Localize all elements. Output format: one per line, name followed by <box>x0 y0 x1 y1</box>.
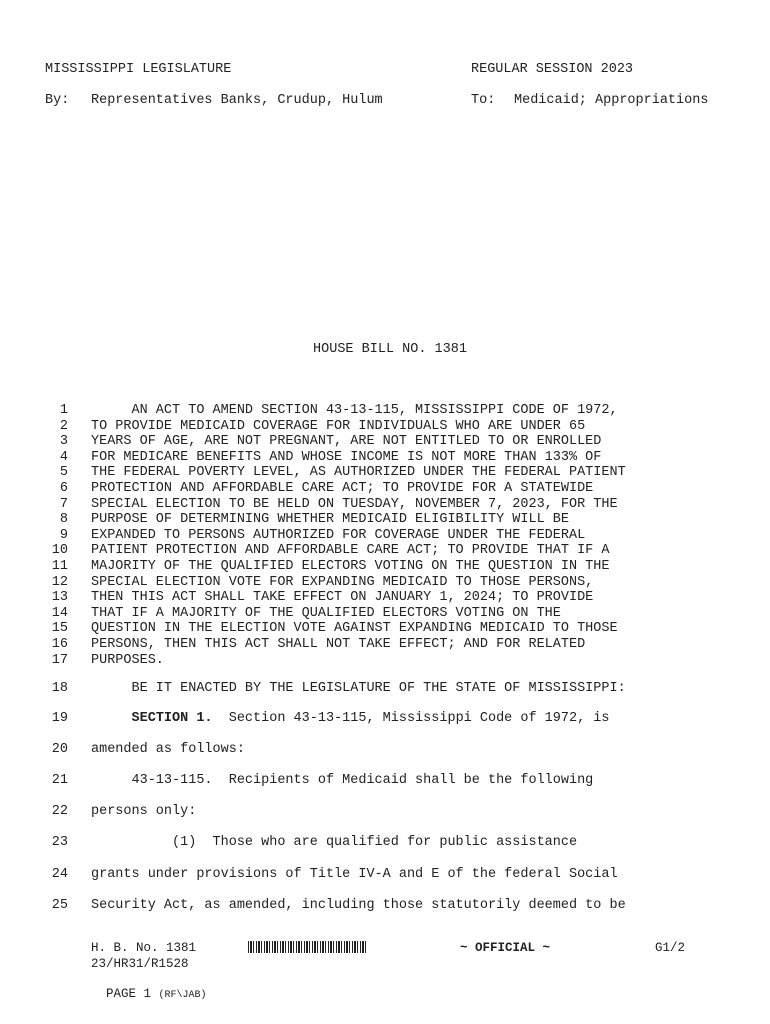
committees: Medicaid; Appropriations <box>514 93 709 108</box>
footer-page <box>91 973 207 1001</box>
indent <box>91 711 132 726</box>
line-text <box>91 710 610 728</box>
line-text: QUESTION IN THE ELECTION VOTE AGAINST EXPANDING MEDICAID TO THOSE <box>91 621 618 637</box>
line-text: EXPANDED TO PERSONS AUTHORIZED FOR COVERAGE UNDER THE FEDERAL <box>91 527 586 543</box>
line-number: 15 <box>51 621 68 637</box>
line-number: 6 <box>59 481 68 496</box>
footer-bill-number: H. B. No. 1381 <box>91 941 197 955</box>
line-text: PROTECTION AND AFFORDABLE CARE ACT; TO PROVIDE FOR A STATEWIDE <box>91 481 594 496</box>
line-text: amended as follows: <box>91 742 245 757</box>
line-number: 7 <box>59 496 68 512</box>
line-number: 5 <box>59 465 68 481</box>
to-label: To: <box>471 93 496 108</box>
line-number: 24 <box>51 867 68 882</box>
session-label: REGULAR SESSION 2023 <box>471 62 634 77</box>
sponsors: Representatives Banks, Crudup, Hulum <box>91 93 383 108</box>
line-number: 12 <box>51 574 68 590</box>
line-number: 17 <box>51 652 68 668</box>
line-number: 19 <box>51 711 68 726</box>
line-text: persons only: <box>91 804 197 819</box>
official-label: ~ OFFICIAL ~ <box>460 941 551 955</box>
line-number: 23 <box>51 835 68 850</box>
line-number: 22 <box>51 804 68 819</box>
line-number: 4 <box>59 449 68 465</box>
line-text: PURPOSES. <box>91 652 164 668</box>
line-text: PATIENT PROTECTION AND AFFORDABLE CARE ACT; TO PROVIDE THAT IF A <box>91 543 610 559</box>
line-text: BE IT ENACTED BY THE LEGISLATURE OF THE STATE OF MISSISSIPPI: <box>91 681 626 696</box>
line-text: AN ACT TO AMEND SECTION 43-13-115, MISSISSIPPI CODE OF 1972, <box>91 403 618 418</box>
line-number: 25 <box>51 898 68 913</box>
footer-reference: 23/HR31/R1528 <box>91 957 189 971</box>
line-text: SPECIAL ELECTION VOTE FOR EXPANDING MEDICAID TO THOSE PERSONS, <box>91 574 594 590</box>
line-number: 16 <box>51 637 68 652</box>
line-number: 11 <box>51 559 68 574</box>
line-text: THAT IF A MAJORITY OF THE QUALIFIED ELECTORS VOTING ON THE <box>91 605 561 621</box>
line-number: 21 <box>51 773 68 788</box>
barcode <box>248 941 366 953</box>
line-text: MAJORITY OF THE QUALIFIED ELECTORS VOTING ON THE QUESTION IN THE <box>91 559 610 574</box>
line-number: 8 <box>59 512 68 528</box>
line-text: SPECIAL ELECTION TO BE HELD ON TUESDAY, NOVEMBER 7, 2023, FOR THE <box>91 496 618 512</box>
line-number: 2 <box>59 418 68 434</box>
legislature-name: MISSISSIPPI LEGISLATURE <box>45 62 232 77</box>
line-number: 14 <box>51 605 68 621</box>
line-text: YEARS OF AGE, ARE NOT PREGNANT, ARE NOT ENTITLED TO OR ENROLLED <box>91 434 602 450</box>
line-text: (1) Those who are qualified for public assistance <box>91 835 578 850</box>
by-label: By: <box>45 93 70 108</box>
line-text: FOR MEDICARE BENEFITS AND WHOSE INCOME IS NOT MORE THAN 133% OF <box>91 449 602 465</box>
line-text: THE FEDERAL POVERTY LEVEL, AS AUTHORIZED UNDER THE FEDERAL PATIENT <box>91 465 626 481</box>
line-number: 20 <box>51 742 68 757</box>
line-text: PERSONS, THEN THIS ACT SHALL NOT TAKE EFFECT; AND FOR RELATED <box>91 637 586 652</box>
page-code: G1/2 <box>655 941 686 955</box>
line-text: Security Act, as amended, including those statutorily deemed to be <box>91 898 626 913</box>
line-text: PURPOSE OF DETERMINING WHETHER MEDICAID ELIGIBILITY WILL BE <box>91 512 569 528</box>
line-text: 43-13-115. Recipients of Medicaid shall be the following <box>91 773 594 788</box>
page-number: PAGE 1 <box>106 987 152 1001</box>
line-text: THEN THIS ACT SHALL TAKE EFFECT ON JANUARY 1, 2024; TO PROVIDE <box>91 590 594 606</box>
line-number: 9 <box>59 527 68 543</box>
line-number: 1 <box>59 403 68 418</box>
line-number: 10 <box>51 543 68 559</box>
line-text: grants under provisions of Title IV-A and E of the federal Social <box>91 867 618 882</box>
bill-title: HOUSE BILL NO. 1381 <box>313 342 467 357</box>
line-number: 3 <box>59 434 68 450</box>
line-number: 13 <box>51 590 68 606</box>
drafter-initials: (RF\JAB) <box>158 990 207 1001</box>
line-number: 18 <box>51 681 68 696</box>
section-text: Section 43-13-115, Mississippi Code of 1972, is <box>212 711 610 726</box>
section-heading: SECTION 1. <box>131 711 213 726</box>
line-text: TO PROVIDE MEDICAID COVERAGE FOR INDIVIDUALS WHO ARE UNDER 65 <box>91 418 586 434</box>
